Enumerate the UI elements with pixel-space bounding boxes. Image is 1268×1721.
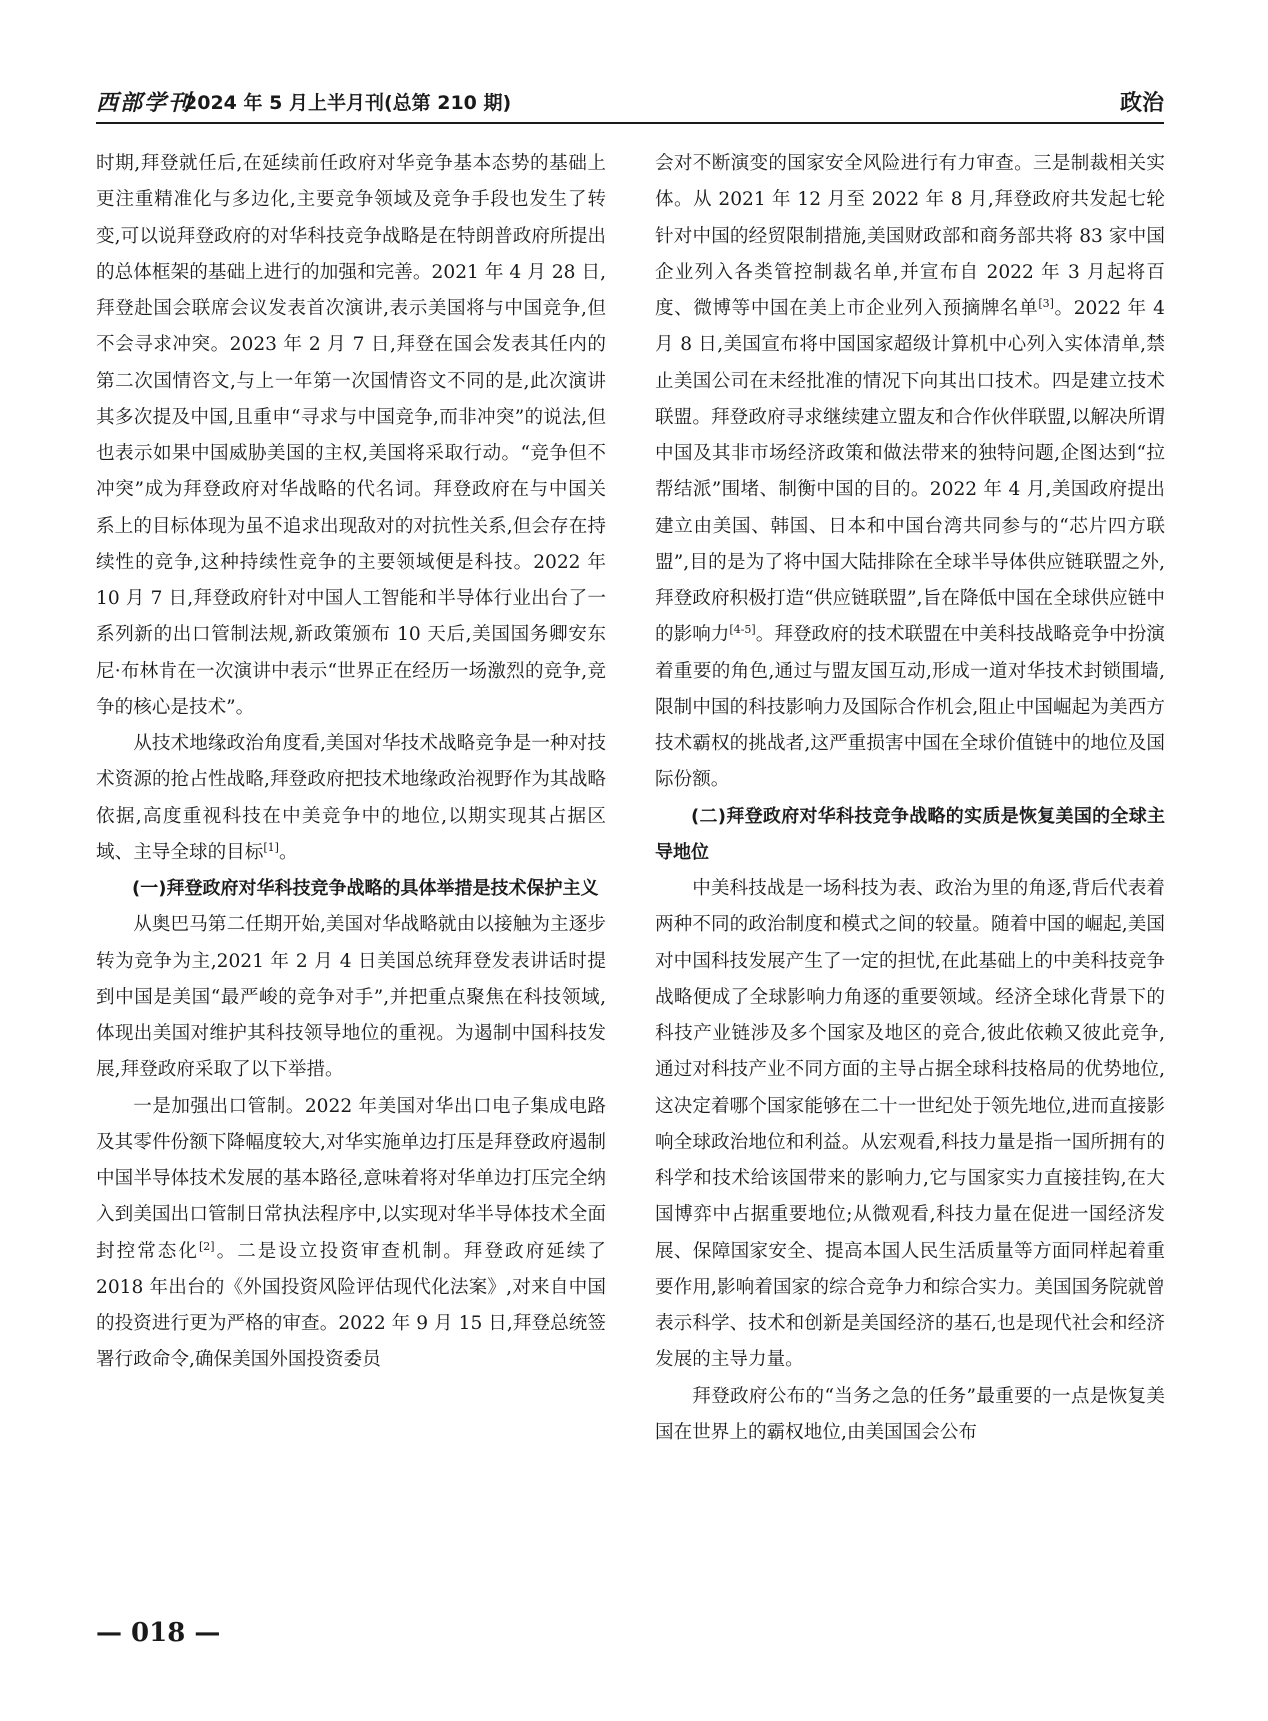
- page-number: — 018 —: [96, 1618, 221, 1648]
- citation-ref: [4-5]: [729, 623, 756, 637]
- issue-info: 2024 年 5 月上半月刊(总第 210 期): [184, 92, 512, 114]
- paragraph-text: 一是加强出口管制。2022 年美国对华出口电子集成电路及其零件份额下降幅度较大,对华实施单边打压是拜登政府遏制中国半导体技术发展的基本路径,意味着将对华单边打压完全纳入到美国出口管制日常执法程序中,以实现对华半导体技术全面封控常态化: [96, 1095, 606, 1262]
- left-column: [96, 146, 606, 1379]
- citation-ref: [1]: [263, 840, 279, 854]
- paragraph-text: 。拜登政府的技术联盟在中美科技战略竞争中扮演着重要的角色,通过与盟友国互动,形成一道对华技术封锁围墙,限制中国的科技影响力及国际合作机会,阻止中国崛起为美西方技术霸权的挑战者,这严重损害中国在全球价值链中的地位及国际份额。: [655, 624, 1165, 791]
- section-heading: (二)拜登政府对华科技竞争战略的实质是恢复美国的全球主导地位: [655, 805, 1165, 863]
- paragraph: 中美科技战是一场科技为表、政治为里的角逐,背后代表着两种不同的政治制度和模式之间的较量。随着中国的崛起,美国对中国科技发展产生了一定的担忧,在此基础上的中美科技竞争战略便成了全球影响力角逐的重要领域。经济全球化背景下的科技产业链涉及多个国家及地区的竞合,彼此依赖又彼此竞争,通过对科技产业不同方面的主导占据全球科技格局的优势地位,这决定着哪个国家能够在二十一世纪处于领先地位,进而直接影响全球政治地位和利益。从宏观看,科技力量是指一国所拥有的科学和技术给该国带来的影响力,它与国家实力直接挂钩,在大国博弈中占据重要地位;从微观看,科技力量在促进一国经济发展、保障国家安全、提高本国人民生活质量等方面同样起着重要作用,影响着国家的综合竞争力和综合实力。美国国务院就曾表示科学、技术和创新是美国经济的基石,也是现代社会和经济发展的主导力量。: [655, 878, 1165, 1371]
- journal-logo: 西部学刊: [96, 90, 193, 116]
- paragraph-text: 会对不断演变的国家安全风险进行有力审查。三是制裁相关实体。从 2021 年 12 月至 2022 年 8 月,拜登政府共发起七轮针对中国的经贸限制措施,美国财政部和商务部共将 83 家中国企业列入各类管控制裁名单,并宣布自 2022 年 3 月起将百度、微博等中国在美上市企业列入预摘牌名单: [655, 153, 1165, 319]
- paragraph-text: 从技术地缘政治角度看,美国对华技术战略竞争是一种对技术资源的抢占性战略,拜登政府把技术地缘政治视野作为其战略依据,高度重视科技在中美竞争中的地位,以期实现其占据区域、主导全球的目标: [96, 733, 606, 863]
- paragraph: 拜登政府公布的“当务之急的任务”最重要的一点是恢复美国在世界上的霸权地位,由美国国会公布: [655, 1385, 1165, 1443]
- paragraph: 从奥巴马第二任期开始,美国对华战略就由以接触为主逐步转为竞争为主,2021 年 2 月 4 日美国总统拜登发表讲话时提到中国是美国“最严峻的竞争对手”,并把重点聚焦在科技领域,体现出美国对维护其科技领导地位的重视。为遏制中国科技发展,拜登政府采取了以下举措。: [96, 914, 606, 1081]
- paragraph: [655, 146, 1165, 799]
- paragraph-text: 。二是设立投资审查机制。拜登政府延续了 2018 年出台的《外国投资风险评估现代化法案》,对来自中国的投资进行更为严格的审查。2022 年 9 月 15 日,拜登总统签署行政命令,确保美国外国投资委员: [96, 1240, 606, 1371]
- section-name: 政治: [1119, 91, 1164, 116]
- paragraph: [96, 1089, 606, 1379]
- running-header: [96, 82, 1164, 124]
- paragraph-text: 。2022 年 4 月 8 日,美国宣布将中国国家超级计算机中心列入实体清单,禁止美国公司在未经批准的情况下向其出口技术。四是建立技术联盟。拜登政府寻求继续建立盟友和合作伙伴联盟,以解决所谓中国及其非市场经济政策和做法带来的独特问题,企图达到“拉帮结派”围堵、制衡中国的目的。2022 年 4 月,美国政府提出建立由美国、韩国、日本和中国台湾共同参与的“芯片四方联盟”,目的是为了将中国大陆排除在全球半导体供应链联盟之外,拜登政府积极打造“供应链联盟”,旨在降低中国在全球供应链中的影响力: [655, 298, 1165, 646]
- citation-ref: [3]: [1038, 296, 1054, 310]
- section-heading: (一)拜登政府对华科技竞争战略的具体举措是技术保护主义: [132, 878, 599, 899]
- paragraph: [96, 726, 606, 871]
- citation-ref: [2]: [199, 1239, 215, 1253]
- right-column: [655, 146, 1165, 1451]
- paragraph-text: 。: [278, 841, 298, 863]
- paragraph: 时期,拜登就任后,在延续前任政府对华竞争基本态势的基础上更注重精准化与多边化,主要竞争领域及竞争手段也发生了转变,可以说拜登政府的对华科技竞争战略是在特朗普政府所提出的总体框架的基础上进行的加强和完善。2021 年 4 月 28 日,拜登赴国会联席会议发表首次演讲,表示美国将与中国竞争,但不会寻求冲突。2023 年 2 月 7 日,拜登在国会发表其任内的第二次国情咨文,与上一年第一次国情咨文不同的是,此次演讲其多次提及中国,且重申“寻求与中国竞争,而非冲突”的说法,但也表示如果中国威胁美国的主权,美国将采取行动。“竞争但不冲突”成为拜登政府对华战略的代名词。拜登政府在与中国关系上的目标体现为虽不追求出现敌对的对抗性关系,但会存在持续性的竞争,这种持续性竞争的主要领域便是科技。2022 年 10 月 7 日,拜登政府针对中国人工智能和半导体行业出台了一系列新的出口管制法规,新政策颁布 10 天后,美国国务卿安东尼·布林肯在一次演讲中表示“世界正在经历一场激烈的竞争,竞争的核心是技术”。: [96, 153, 606, 718]
